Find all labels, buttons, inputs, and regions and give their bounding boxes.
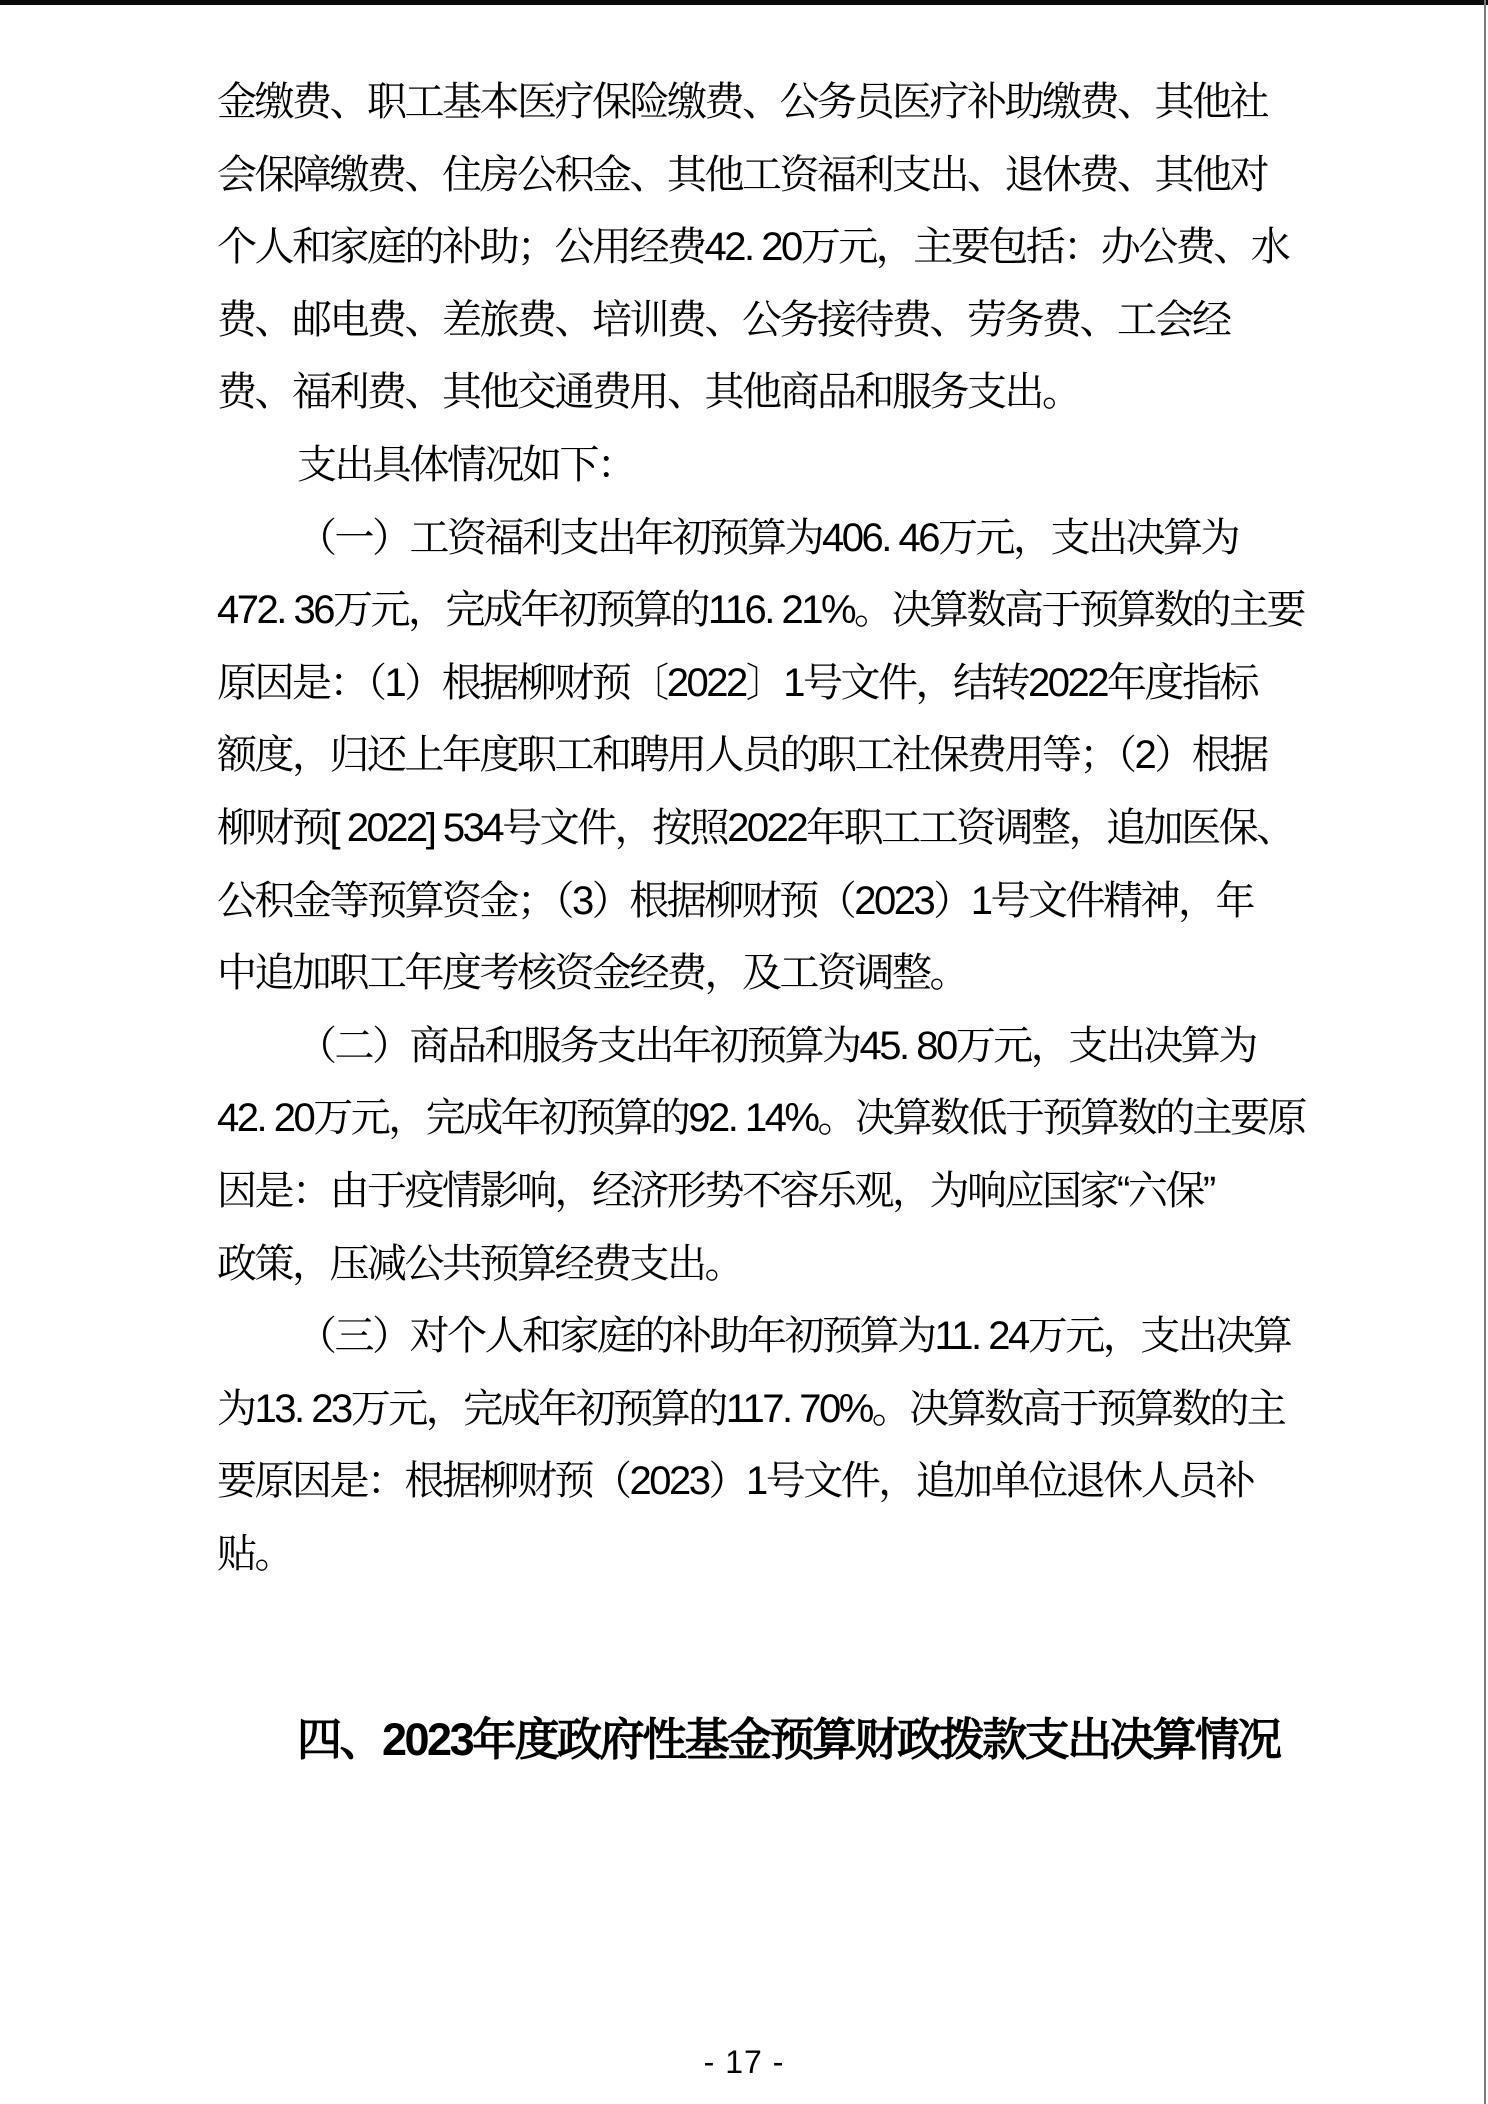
text-line: 472. 36万元，完成年初预算的116. 21%。决算数高于预算数的主要 — [217, 588, 1305, 633]
text-line: 费、邮电费、差旅费、培训费、公务接待费、劳务费、工会经 — [217, 297, 1230, 342]
text-line: 原因是：（1）根据柳财预〔2022〕1号文件，结转2022年度指标 — [217, 660, 1257, 705]
text-line: 支出具体情况如下： — [297, 442, 635, 487]
text-line: 中追加职工年度考核资金经费，及工资调整。 — [217, 951, 967, 996]
text-line: 42. 20万元，完成年初预算的92. 14%。决算数低于预算数的主要原 — [217, 1096, 1305, 1141]
page-top-border — [0, 0, 1488, 5]
text-line: 柳财预[ 2022] 534号文件，按照2022年职工工资调整，追加医保、 — [217, 805, 1294, 850]
text-line: （二）商品和服务支出年初预算为45. 80万元，支出决算为 — [297, 1023, 1256, 1068]
text-line: 公积金等预算资金；（3）根据柳财预（2023）1号文件精神，年 — [217, 878, 1253, 923]
text-line: 个人和家庭的补助；公用经费42. 20万元，主要包括：办公费、水 — [217, 225, 1289, 270]
text-line: 因是：由于疫情影响，经济形势不容乐观，为响应国家“六保” — [217, 1168, 1214, 1213]
text-line: 额度，归还上年度职工和聘用人员的职工社保费用等；（2）根据 — [217, 733, 1267, 778]
document-body — [217, 66, 1357, 1777]
text-line: 金缴费、职工基本医疗保险缴费、公务员医疗补助缴费、其他社 — [217, 80, 1267, 124]
text-line: （三）对个人和家庭的补助年初预算为11. 24万元，支出决算 — [297, 1314, 1291, 1359]
text-line: 贴。 — [217, 1531, 292, 1576]
section-heading: 四、2023年度政府性基金预算财政拨款支出决算情况 — [297, 1714, 1280, 1766]
text-line: 政策，压减公共预算经费支出。 — [217, 1241, 742, 1286]
text-line: 要原因是：根据柳财预（2023）1号文件，追加单位退休人员补 — [217, 1459, 1254, 1504]
text-line: 会保障缴费、住房公积金、其他工资福利支出、退休费、其他对 — [217, 152, 1267, 197]
text-line: （一）工资福利支出年初预算为406. 46万元，支出决算为 — [297, 515, 1238, 560]
text-line: 为13. 23万元，完成年初预算的117. 70%。决算数高于预算数的主 — [217, 1386, 1285, 1431]
text-line: 费、福利费、其他交通费用、其他商品和服务支出。 — [217, 370, 1080, 415]
page-right-edge-line — [1484, 0, 1486, 2104]
page-number: - 17 - — [703, 2044, 785, 2080]
